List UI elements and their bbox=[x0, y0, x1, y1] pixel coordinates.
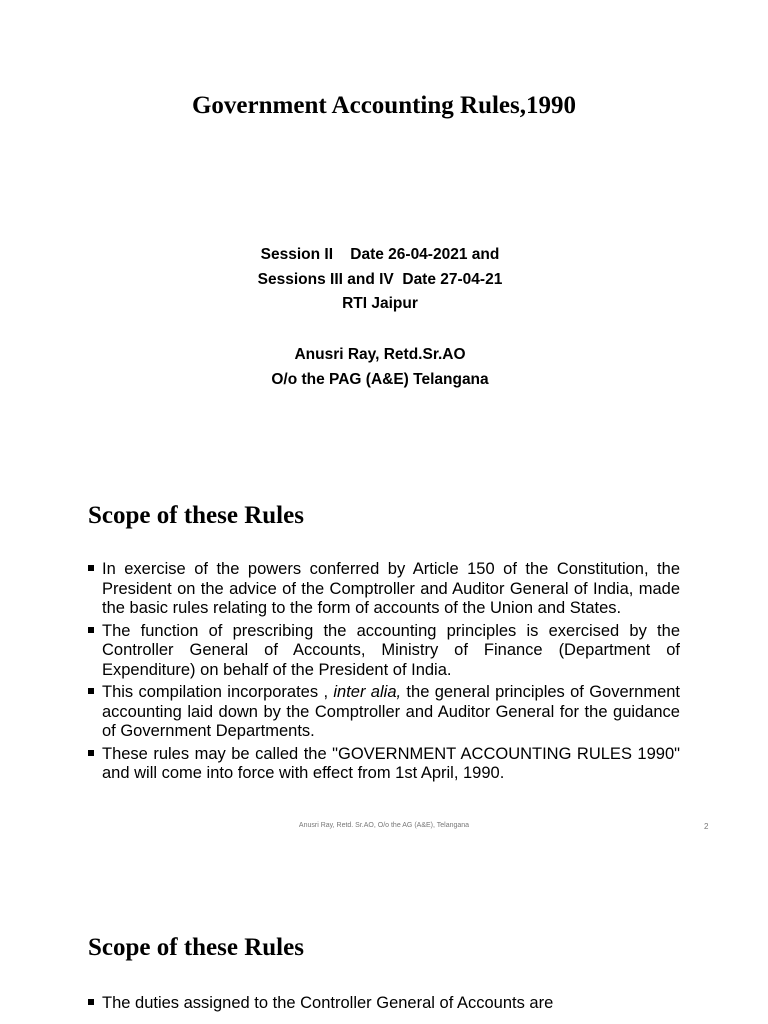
session-info bbox=[180, 243, 580, 317]
slide-footer: Anusri Ray, Retd. Sr.AO, O/o the AG (A&E), Telangana bbox=[298, 822, 470, 829]
slide-1 bbox=[0, 0, 768, 440]
slide-2 bbox=[0, 440, 768, 858]
bullet-icon bbox=[88, 627, 94, 633]
venue-line: RTI Jaipur bbox=[342, 295, 418, 312]
author-info bbox=[180, 343, 580, 392]
document-title: Government Accounting Rules,1990 bbox=[191, 92, 577, 119]
session-line: Sessions III and IV Date 27-04-21 bbox=[257, 270, 503, 288]
bullet-icon bbox=[88, 565, 94, 571]
page-number: 2 bbox=[704, 822, 709, 831]
author-name: Anusri Ray, Retd.Sr.AO bbox=[294, 346, 466, 363]
list-item: The duties assigned to the Controller General of Accounts are bbox=[88, 994, 680, 1014]
slide-title: Scope of these Rules bbox=[88, 502, 304, 529]
list-item: The function of prescribing the accounting principles is exercised by the Controller General of Accounts, Ministry of Finance (Department of Expenditure) on behalf of the President of India. bbox=[88, 622, 680, 681]
slide-3 bbox=[0, 858, 768, 1024]
bullet-list bbox=[88, 994, 680, 1017]
author-office: O/o the PAG (A&E) Telangana bbox=[271, 370, 489, 388]
session-line: Session II Date 26-04-2021 and bbox=[260, 246, 500, 263]
bullet-icon bbox=[88, 999, 94, 1005]
list-item: These rules may be called the "GOVERNMENT ACCOUNTING RULES 1990" and will come into force with effect from 1st April, 1990. bbox=[88, 745, 680, 784]
list-item: In exercise of the powers conferred by Article 150 of the Constitution, the President on the advice of the Comptroller and Auditor General of India, made the basic rules relating to the form of accounts of the Union and States. bbox=[88, 560, 680, 619]
bullet-icon bbox=[88, 688, 94, 694]
slide-title: Scope of these Rules bbox=[88, 934, 304, 961]
bullet-icon bbox=[88, 750, 94, 756]
list-item: This compilation incorporates , inter alia, the general principles of Government accounting laid down by the Comptroller and Auditor General for the guidance of Government Departments. bbox=[88, 683, 680, 742]
bullet-list bbox=[88, 560, 680, 787]
